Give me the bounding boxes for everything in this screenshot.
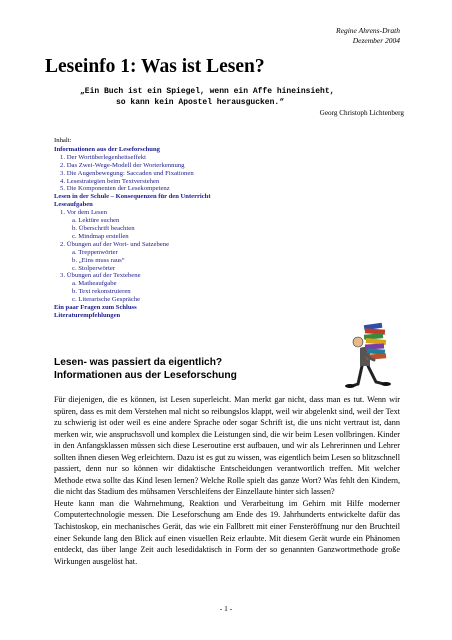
toc-link-lesen-schule[interactable]: Lesen in der Schule – Konsequenzen für den Unterricht [54,193,211,201]
toc-link-fragen[interactable]: Ein paar Fragen zum Schluss [54,304,137,312]
figure-shoe-left [345,384,355,388]
body-paragraph-1: Für diejenigen, die es können, ist Lesen superleicht. Man merkt gar nicht, dass man es tut. Wenn wir spüren, dass es mit dem Verstehen mal nicht so reibungslos klappt, weil wir abgelenkt sind, weil der Text zu schwierig ist oder weil es eine andere Sprache oder sogar Schrift ist, die uns nicht vertraut ist, dann merken wir, wie anspruchsvoll und komplex die Leistungen sind, die wir beim Lesen vollbringen. Kinder in den Anfangsklassen müssen sich diese Leseroutine erst aufbauen, und wir als Lehrerinnen und Lehrer sollten ihnen diesen Weg erleichtern. Dazu ist es gut zu wissen, was eigentlich beim Lesen so blitzschnell passiert, denn nur so können wir didaktische Entscheidungen verantwortlich treffen. Mit welcher Methode etwa sollte das Kind lesen lernen? Welche Rolle spielt das ganze Wort? Was fehlt den Kindern, die nicht das Stadium des mühsamen Verschleifens der Einzellaute hinter sich lassen? [54,395,400,497]
quote-author: Georg Christoph Lichtenberg [319,109,404,117]
table-of-contents [54,137,284,320]
toc-link-subitem[interactable]: b. Text rekonstruieren [72,288,131,296]
toc-link-subitem[interactable]: b. Überschrift beachten [72,224,135,232]
author-date: Dezember 2004 [352,36,400,45]
figure-leg-right [368,366,384,384]
toc-link-item[interactable]: 3. Die Augenbewegung: Saccaden und Fixationen [60,169,194,177]
toc-link-subitem[interactable]: a. Matheaufgabe [72,280,117,288]
author-info [336,26,400,46]
quote-line-1: „Ein Buch ist ein Spiegel, wenn ein Affe hineinsieht, [80,87,335,96]
figure-head [353,337,363,347]
toc-link-item[interactable]: 2. Das Zwei-Wege-Modell der Worterkennung [60,161,185,169]
toc-link-subitem[interactable]: c. Literarische Gespräche [72,296,141,304]
document-title: Leseinfo 1: Was ist Lesen? [45,56,265,77]
toc-link-item[interactable]: 1. Der Wortüberlegenheitseffekt [60,153,146,161]
toc-link-item[interactable]: 5. Die Komponenten der Lesekompetenz [60,185,170,193]
toc-link-subitem[interactable]: c. Mindmap erstellen [72,232,129,240]
body-text [54,394,400,567]
person-carrying-books-illustration [338,318,398,390]
section-heading-line-2: Informationen aus der Leseforschung [54,369,237,381]
toc-link-item[interactable]: 1. Vor dem Lesen [60,209,107,217]
toc-link-leseaufgaben[interactable]: Leseaufgaben [54,201,93,209]
body-paragraph-2: Heute kann man die Wahrnehmung, Reaktion und Verarbeitung im Gehirn mit Hilfe moderner Computertechnologie messen. Die Leseforschung am Ende des 19. Jahrhunderts entwickelte dafür das Tachistoskop, ein mechanisches Gerät, das wie ein Fallbrett mit einer Fensteröffnung nur den Bruchteil einer Sekunde lang den Blick auf einen visuellen Reiz erlaubte. Mit diesem Gerät wurde ein Phänomen entdeckt, das über lange Zeit auch lesedidaktisch in Form der so genannten Ganzwortmethode große Wirkungen ausgelöst hat. [54,498,400,566]
section-heading [54,357,324,382]
toc-link-item[interactable]: 2. Übungen auf der Wort- und Satzebene [60,240,170,248]
toc-link-item[interactable]: 4. Lesestrategien beim Textverstehen [60,177,160,185]
quote-line-2: so kann kein Apostel herausgucken.“ [115,98,285,107]
toc-link-item[interactable]: 3. Übungen auf der Textebene [60,272,141,280]
epigraph-quote [80,86,335,108]
figure-leg-left [352,366,362,386]
toc-link-subitem[interactable]: c. Stolperwörter [72,264,116,272]
figure-shoe-right [381,382,391,386]
toc-link-informationen[interactable]: Informationen aus der Leseforschung [54,145,160,153]
toc-link-subitem[interactable]: b. „Eins muss raus“ [72,256,125,264]
toc-link-subitem[interactable]: a. Treppenwörter [72,248,118,256]
toc-link-subitem[interactable]: a. Lektüre suchen [72,217,120,225]
toc-label: Inhalt: [54,137,72,144]
page-number: - 1 - [219,604,233,613]
section-heading-line-1: Lesen- was passiert da eigentlich? [54,357,223,368]
author-name: Regine Ahrens-Drath [336,26,400,35]
toc-link-literatur[interactable]: Literaturempfehlungen [54,311,121,319]
